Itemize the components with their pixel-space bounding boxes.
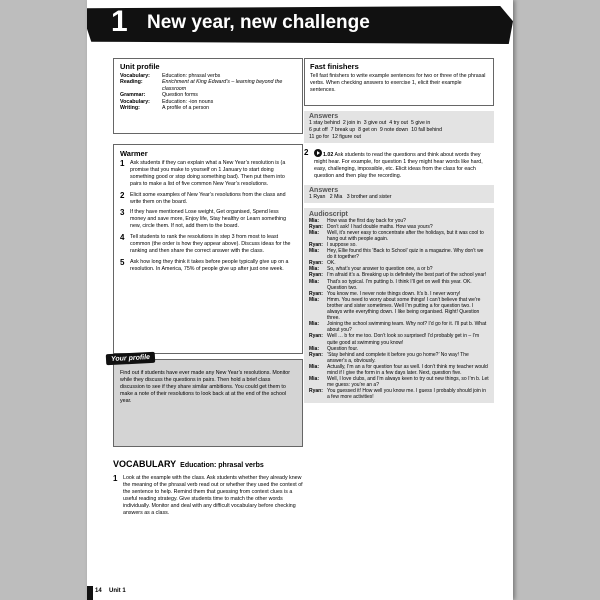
line-text: Hmm. You need to worry about some things! I can’t believe that we’re brother and sister sometimes. Well I’m putting a for question two. I always write everything down. I like being organised. Right! Question three. [327, 296, 481, 322]
speaker: Ryan: [309, 223, 323, 230]
speaker: Mia: [309, 278, 319, 285]
warmer-heading: Warmer [120, 149, 148, 158]
exercise-2 [304, 149, 494, 180]
step-text: Tell students to rank the resolutions in step 3 from most to least common (the order is how they appear above). Discuss ideas for the ranking and then share the correct answer with the class. [130, 234, 291, 254]
answer-item: 6 put off [309, 127, 328, 133]
dialogue-line [309, 248, 489, 260]
line-text: You guessed it! How well you know me. I guess I probably should join in a few more activities! [327, 388, 487, 401]
step-number: 2 [120, 190, 125, 200]
step-text: If they have mentioned Lose weight, Get organised, Spend less money and save more, Enjoy life, Stay healthy or Learn something new, circle them. If not, add them to the board. [130, 209, 287, 230]
unit-profile-box [113, 58, 303, 134]
dialogue-line [309, 230, 489, 242]
dialogue-line [309, 388, 489, 400]
step-number: 2 [304, 148, 309, 157]
answer-item: 8 get on [358, 127, 377, 133]
answers-heading: Answers [309, 113, 339, 120]
dialogue-line [309, 364, 489, 376]
profile-key: Grammar: [120, 92, 146, 99]
answer-item: 4 try out [389, 120, 408, 126]
workbook-page [87, 0, 513, 600]
dialogue-line [309, 297, 489, 321]
speaker: Ryan: [309, 290, 323, 297]
vocabulary-subtitle: Education: phrasal verbs [180, 462, 264, 469]
step-number: 1 [113, 474, 118, 483]
speaker: Mia: [309, 376, 319, 383]
answer-item: 9 note down [379, 127, 409, 133]
answer-item: 12 figure out [332, 134, 361, 140]
line-text: I suppose so. [327, 242, 357, 248]
speaker: Mia: [309, 345, 319, 352]
answer-item: 5 give in [411, 120, 431, 126]
line-text: Hey, Ellie found this ‘Back to School’ quiz in a magazine. Why don’t we do it together? [327, 248, 484, 261]
warmer-box [113, 144, 303, 354]
warmer-step [120, 209, 296, 230]
speaker: Mia: [309, 217, 319, 224]
audio-track-number: 1.02 [323, 152, 334, 158]
answers-line [309, 127, 489, 134]
footer-bar [87, 586, 93, 600]
line-text: I’m afraid it’s a. Breaking up is definitely the best part of the school year! [327, 272, 487, 279]
answers-box [304, 111, 494, 143]
profile-key: Writing: [120, 105, 140, 112]
page-number: 14 [95, 588, 102, 594]
answer-item: 10 fall behind [411, 127, 443, 133]
right-column [304, 58, 494, 403]
profile-key: Reading: [120, 79, 143, 86]
speaker: Mia: [309, 296, 319, 303]
answer-item: 3 give out [363, 120, 387, 126]
step-number: 4 [120, 233, 125, 243]
answers-line [309, 120, 489, 127]
line-text: That’s so typical. I’m putting b. I think I’ll get on well this year. OK. Question two. [327, 278, 472, 291]
speaker: Mia: [309, 248, 319, 255]
dialogue-line [309, 333, 489, 345]
profile-value: Education: -ion nouns [162, 98, 214, 105]
answers-box-2 [304, 185, 494, 203]
step-text: Ask how long they think it takes before people typically give up on a resolution. In America, 75% of people give up after just one week. [130, 258, 289, 272]
line-text: So, what’s your answer to question one, a or b? [327, 266, 433, 273]
fast-finishers-box [304, 58, 494, 106]
your-profile-box [110, 353, 303, 447]
step-number: 1 [120, 159, 125, 168]
fast-finishers-heading: Fast finishers [310, 62, 359, 71]
profile-value: Education: phrasal verbs [162, 73, 221, 79]
warmer-step [120, 192, 296, 206]
speaker: Ryan: [309, 388, 323, 395]
speaker: Mia: [309, 363, 319, 370]
line-text: Well … b for me too. Don’t look so surprised! I’d probably get in – I’m quite good at swimming you know! [327, 333, 480, 346]
answer-item: 1 stay behind [309, 120, 340, 126]
step-text: Elicit some examples of New Year’s resolutions from the class and write them on the board. [130, 191, 286, 205]
step-number: 3 [120, 208, 125, 218]
exercise-2-text-wrap [314, 149, 494, 180]
audioscript-heading: Audioscript [309, 210, 348, 218]
profile-key: Vocabulary: [120, 98, 150, 105]
page-footer [87, 586, 147, 600]
step-number: 5 [120, 257, 125, 267]
answers-text: 1 Ryan 2 Mia 3 brother and sister [309, 193, 392, 200]
speaker: Ryan: [309, 272, 323, 279]
speaker: Ryan: [309, 260, 323, 267]
line-text: Question four. [327, 345, 359, 352]
profile-row [120, 79, 297, 92]
warmer-step [120, 234, 296, 255]
dialogue-line [309, 352, 489, 364]
dialogue-line [309, 321, 489, 333]
answer-item: 11 go for [309, 134, 330, 140]
warmer-step [120, 160, 296, 188]
dialogue-line [309, 376, 489, 388]
line-text: Well, it’s never easy to concentrate after the holidays, but it was cool to hang out with people again. [327, 229, 484, 242]
line-text: ‘Stay behind and complete it before you go home?’ No way! The answer’s a, obviously. [327, 351, 469, 364]
exercise-2-text: Ask students to read the questions and think about words they might hear. For example, for question 1 they might hear words like hard, easy, challenging, impossible, etc. Elicit ideas from the class for each question and then play the recording. [314, 152, 483, 179]
profile-row [120, 105, 297, 111]
profile-value: A profile of a person [162, 105, 210, 112]
line-text: Joining the school swimming team. Why not? I’d go for it. I’ll put b. What about you? [327, 321, 487, 334]
your-profile-text: Find out if students have ever made any New Year’s resolutions. Monitor while they discuss the questions in pairs. Then hold a brief class discussion to see if they share similar ambitions. You could get them to make a note of their resolutions to look back at at the end of the school year. [120, 370, 290, 404]
vocabulary-title: VOCABULARY [113, 459, 177, 469]
dialogue-line [309, 279, 489, 291]
speaker: Ryan: [309, 351, 323, 358]
speaker: Mia: [309, 229, 319, 236]
line-text: Well, I love clubs, and I’m always keen to try out new things, so I’m b. Let me guess: you’re an a? [327, 376, 489, 389]
profile-key: Vocabulary: [120, 73, 150, 79]
speaker: Mia: [309, 321, 319, 328]
speaker: Mia: [309, 266, 319, 273]
unit-number: 1 [111, 5, 128, 38]
footer-unit-label: Unit 1 [109, 588, 126, 594]
unit-profile-heading: Unit profile [120, 62, 160, 71]
answers-heading: Answers [309, 186, 339, 194]
line-text: Actually, I’m an a for question four as well. I don’t think my teacher would mind if I give the form in a few days later. Next, question five. [327, 363, 488, 376]
unit-title: New year, new challenge [147, 12, 370, 33]
audioscript-box [304, 208, 494, 404]
vocabulary-step [113, 475, 303, 516]
line-text: Don’t ask! I had double maths. How was yours? [327, 223, 433, 230]
profile-value: Enrichment at King Edward’s – learning beyond the classroom [162, 79, 283, 92]
answer-item: 2 join in [342, 120, 361, 126]
profile-value: Question forms [162, 92, 198, 99]
speaker: Ryan: [309, 333, 323, 340]
your-profile-tab: Your profile [106, 352, 156, 366]
line-text: You know me. I never note things down. It’s b. I never worry! [327, 290, 461, 297]
answer-item: 7 break up [330, 127, 356, 133]
warmer-step [120, 259, 296, 273]
left-column [110, 58, 303, 520]
step-text: Ask students if they can explain what a New Year’s resolution is (a promise that you make to yourself on 1 January to start doing something good or stop doing something bad). Then put them into pairs to make a list of five common New Year’s resolutions. [130, 160, 286, 187]
audio-play-icon[interactable] [314, 149, 322, 157]
vocabulary-heading [113, 459, 303, 469]
step-text: Look at the example with the class. Ask students whether they already knew the meaning of the phrasal verb read out or whether they used the context of the sentence to help. Remind them that guessing from context clues is a useful reading strategy. Give students time to match the other words individually. Monitor and deal with any difficult vocabulary before checking answers as a class. [123, 475, 303, 516]
line-text: How was the first day back for you? [327, 217, 406, 224]
speaker: Ryan: [309, 242, 323, 248]
answers-line [309, 134, 489, 141]
line-text: OK. [327, 260, 336, 267]
fast-finishers-text: Tell fast finishers to write example sentences for two or three of the phrasal verbs. When checking answers to exercise 1, elicit their example sentences. [310, 73, 486, 93]
